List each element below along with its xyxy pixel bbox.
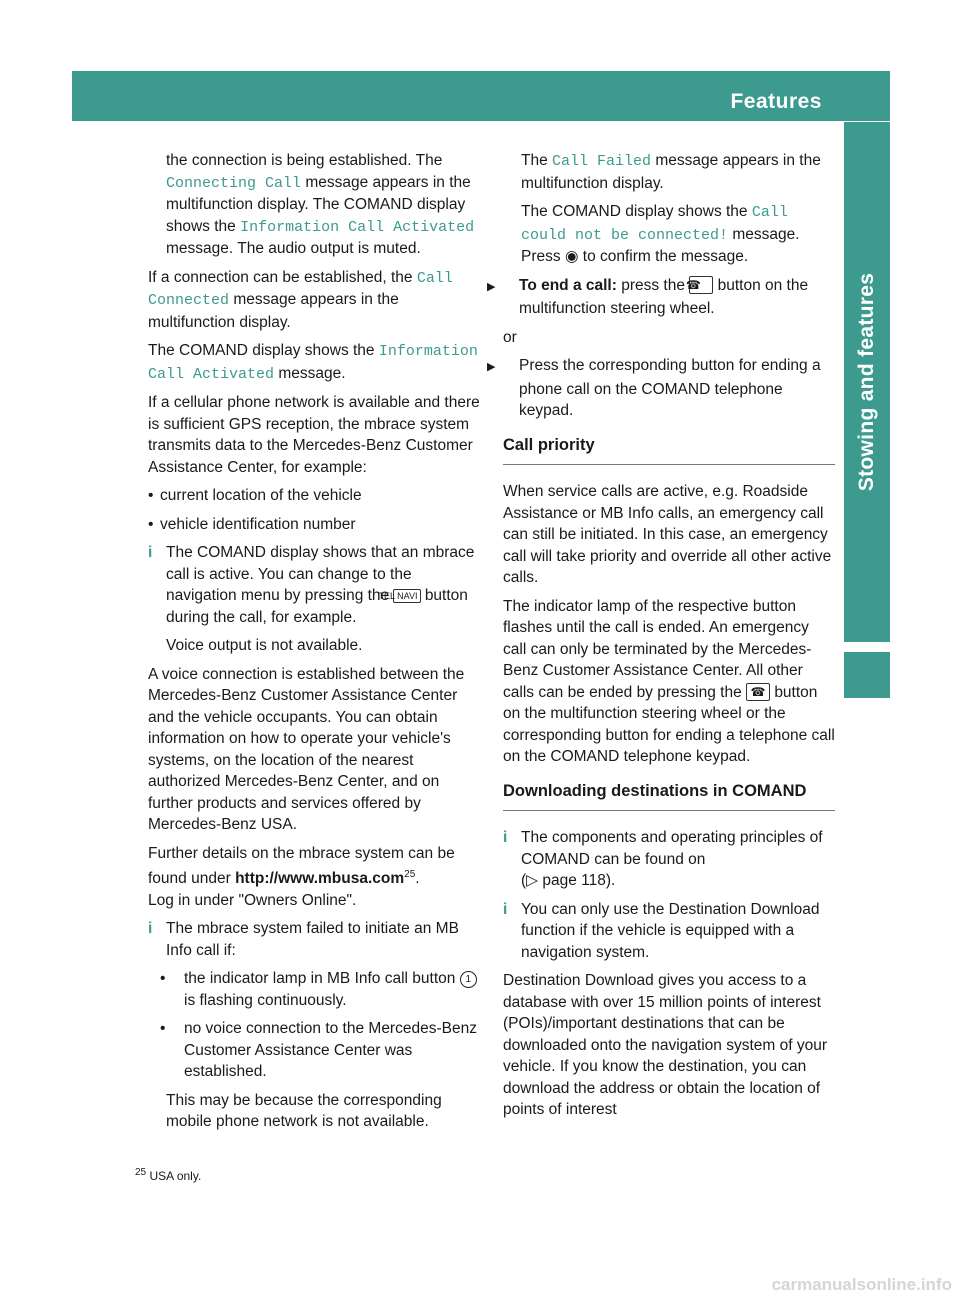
text: Press the corresponding button for ending a phone call on the COMAND telephone keypad. [519,357,821,419]
footnote-number: 25 [135,1167,147,1178]
text: current location of the vehicle [160,487,362,504]
footnote-text: USA only. [149,1169,202,1183]
bullet-item [148,968,483,1011]
text: is flashing continuously. [184,991,347,1009]
bullet-icon: • [160,970,166,988]
text: message appears in the multifunction display. The COMAND display shows the [166,173,471,235]
display-message: Information Call Activated [240,218,475,236]
arrow-icon: ▶ [487,280,496,293]
text: Log in under "Owners Online". [148,891,357,909]
controller-press-icon: ◉ [564,248,579,265]
tel-navi-key-icon: TEL NAVI [393,589,420,603]
paragraph: Voice output is not available. [166,637,363,654]
text: message. [732,225,800,243]
text: vehicle identification number [160,515,356,533]
bullet-icon: • [160,1020,166,1038]
text: the indicator lamp in MB Info call button [184,970,456,988]
side-tab-label: Stowing and features [855,272,878,492]
text: The COMAND display shows the [148,342,375,359]
text: The COMAND display shows that an mbrace call is active. You can change to the navigation menu by pressing the [166,544,475,604]
text: Further details on the mbrace system can be found under [148,844,455,888]
text: press the [621,276,685,294]
text: message. [278,364,346,382]
end-call-key-icon: ☎ [746,683,770,701]
instruction-step [487,355,835,422]
display-message: Call Connected [148,269,453,309]
text: The [521,152,548,169]
watermark: carmanualsonline.info [771,1275,952,1294]
header-divider [900,71,903,121]
display-message: Connecting Call [166,174,302,192]
text: message. The audio output is muted. [166,240,421,257]
text: . [415,870,420,888]
text: message appears in the multifunction display. [521,152,821,192]
bullet-item [148,1018,483,1083]
info-note [503,899,835,964]
bullet-icon: • [148,487,154,504]
info-icon: i [148,920,153,938]
header-title: Features [730,90,822,113]
paragraph: This may be because the corresponding mobile phone network is not available. [166,1091,442,1131]
display-message: Information Call Activated [148,343,478,383]
text: You can only use the Destination Download function if the vehicle is equipped with a navigation system. [521,900,820,961]
info-icon: i [503,900,508,918]
url-link[interactable]: http://www.mbusa.com [235,870,405,888]
paragraph: When service calls are active, e.g. Roadside Assistance or MB Info calls, an emergency call can still be initiated. In this case, an emergency call will take priority and override all other active calls. [503,483,832,586]
info-note [503,827,835,892]
end-call-key-icon: ☎ [689,276,713,294]
info-note [148,542,483,628]
text: the connection is being established. The [166,152,443,169]
section-heading: Call priority [503,429,835,466]
footnote-ref: 25 [404,869,416,880]
paragraph [503,201,835,268]
bullet-icon: • [148,515,154,533]
paragraph [148,150,483,260]
text: message appears in the multifunction display. [148,291,399,331]
text: button on the multifunction steering wheel or the corresponding button for ending a telephone call on the COMAND telephone keypad. [503,683,835,765]
text: The components and operating principles of COMAND can be found on [521,829,823,868]
instruction-step [487,275,835,320]
paragraph: or [503,328,517,346]
side-tab [844,122,890,642]
text: The COMAND display shows the [521,203,748,220]
paragraph [503,596,835,768]
text: If a connection can be established, the [148,268,413,286]
text: The indicator lamp of the respective button flashes until the call is ended. An emergency call can only be terminated by the Mercedes-Benz Customer Assistance Center. All other calls can be ended by pressing the [503,597,812,701]
right-column [487,150,835,1128]
text: The mbrace system failed to initiate an MB Info call if: [166,920,459,959]
footnote [135,1167,201,1183]
numbered-callout-icon: 1 [460,971,477,988]
info-icon: i [503,829,508,846]
paragraph: Destination Download gives you access to a database with over 15 million points of interest (POIs)/important destinations that can be downloaded onto the navigation system of your vehicle. If you know the destination, you can download the address or obtain the location of points of interest [503,972,827,1118]
bullet-item [148,485,483,507]
text: no voice connection to the Mercedes-Benz Customer Assistance Center was established. [184,1020,477,1081]
paragraph: A voice connection is established between the Mercedes-Benz Customer Assistance Center and the vehicle occupants. You can obtain information on how to operate your vehicle's systems, on the location of the nearest authorized Mercedes-Benz Center, and on further products and services offered by Mercedes-Benz USA. [148,665,465,833]
bullet-item [148,514,483,536]
page-header [72,71,948,121]
step-title: To end a call: [519,276,617,294]
section-heading: Downloading destinations in COMAND [503,775,835,812]
paragraph: If a cellular phone network is available and there is sufficient GPS reception, the mbrace system transmits data to the Mercedes-Benz Customer Assistance Center, for example: [148,394,480,476]
display-message: Call could not be connected! [521,204,788,244]
info-icon: i [148,544,153,561]
paragraph [503,150,835,194]
paragraph [148,267,483,334]
page-reference[interactable]: (▷ page 118). [521,872,616,889]
text: button during the call, for example. [166,587,468,626]
arrow-icon: ▶ [487,361,496,373]
left-column [148,150,483,1140]
display-message: Call Failed [552,153,652,170]
page-number: 447 [914,92,948,114]
info-note [148,918,483,961]
text: Press [521,248,561,265]
paragraph [148,340,483,385]
text: to confirm the message. [582,248,749,265]
text: button on the multifunction steering wheel. [519,276,809,317]
paragraph [148,843,483,912]
side-marker [844,652,890,698]
